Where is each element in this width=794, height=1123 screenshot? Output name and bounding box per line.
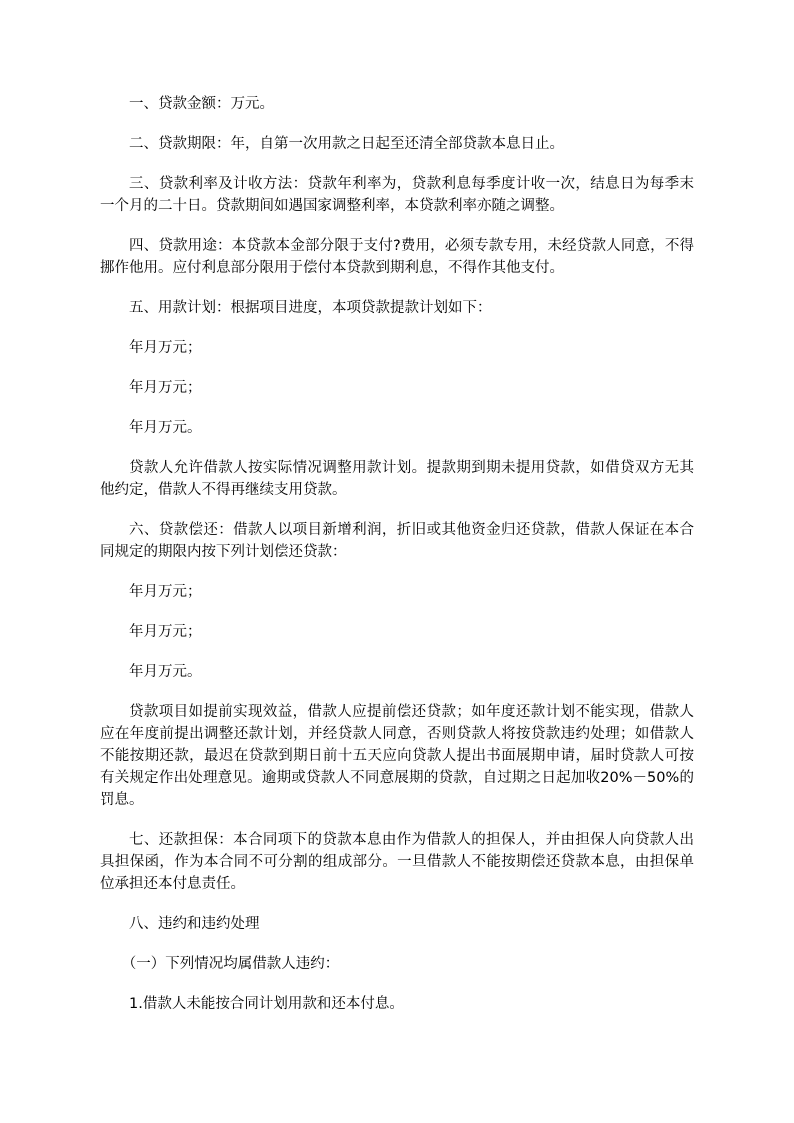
paragraph-drawdown-item-1: 年月万元； (129, 340, 202, 356)
paragraph-loan-term: 二、贷款期限：年，自第一次用款之日起至还清全部贷款本息日止。 (129, 136, 564, 152)
paragraph-default-subheading: （一）下列情况均属借款人违约： (121, 956, 340, 972)
paragraph-repayment-item-1: 年月万元； (129, 584, 202, 600)
paragraph-drawdown-adjust: 贷款人允许借款人按实际情况调整用款计划。提款期到期未提用贷款，如借贷双方无其他约定，借款人不得再继续支用贷款。 (100, 460, 694, 498)
document-body (100, 93, 694, 1033)
paragraph-repayment-item-3: 年月万元。 (129, 664, 202, 680)
paragraph-repayment-item-2: 年月万元； (129, 624, 202, 640)
paragraph-repayment: 六、贷款偿还：借款人以项目新增利润，折旧或其他资金归还贷款，借款人保证在本合同规定的期限内按下列计划偿还贷款： (100, 522, 694, 560)
paragraph-drawdown-item-3: 年月万元。 (129, 420, 202, 436)
paragraph-default-item-1: 1.借款人未能按合同计划用款和还本付息。 (129, 996, 404, 1012)
paragraph-guarantee: 七、还款担保：本合同项下的贷款本息由作为借款人的担保人，并由担保人向贷款人出具担保函，作为本合同不可分割的组成部分。一旦借款人不能按期偿还贷款本息，由担保单位承担还本付息责任。 (100, 832, 694, 892)
paragraph-early-repayment: 贷款项目如提前实现效益，借款人应提前偿还贷款；如年度还款计划不能实现，借款人应在年度前提出调整还款计划，并经贷款人同意，否则贷款人将按贷款违约处理；如借款人不能按期还款，最迟在贷款到期日前十五天应向贷款人提出书面展期申请，届时贷款人可按有关规定作出处理意见。逾期或贷款人不同意展期的贷款，自过期之日起加收20%－50%的罚息。 (100, 704, 694, 808)
paragraph-loan-purpose: 四、贷款用途：本贷款本金部分限于支付?费用，必须专款专用，未经贷款人同意，不得挪作他用。应付利息部分限用于偿付本贷款到期利息，不得作其他支付。 (100, 238, 694, 276)
paragraph-default-heading: 八、违约和违约处理 (129, 916, 260, 932)
paragraph-drawdown-plan: 五、用款计划：根据项目进度，本项贷款提款计划如下： (129, 300, 492, 316)
paragraph-drawdown-item-2: 年月万元； (129, 380, 202, 396)
paragraph-loan-amount: 一、贷款金额：万元。 (129, 96, 274, 112)
paragraph-interest-rate: 三、贷款利率及计收方法：贷款年利率为，贷款利息每季度计收一次，结息日为每季末一个月的二十日。贷款期间如遇国家调整利率，本贷款利率亦随之调整。 (100, 176, 694, 214)
